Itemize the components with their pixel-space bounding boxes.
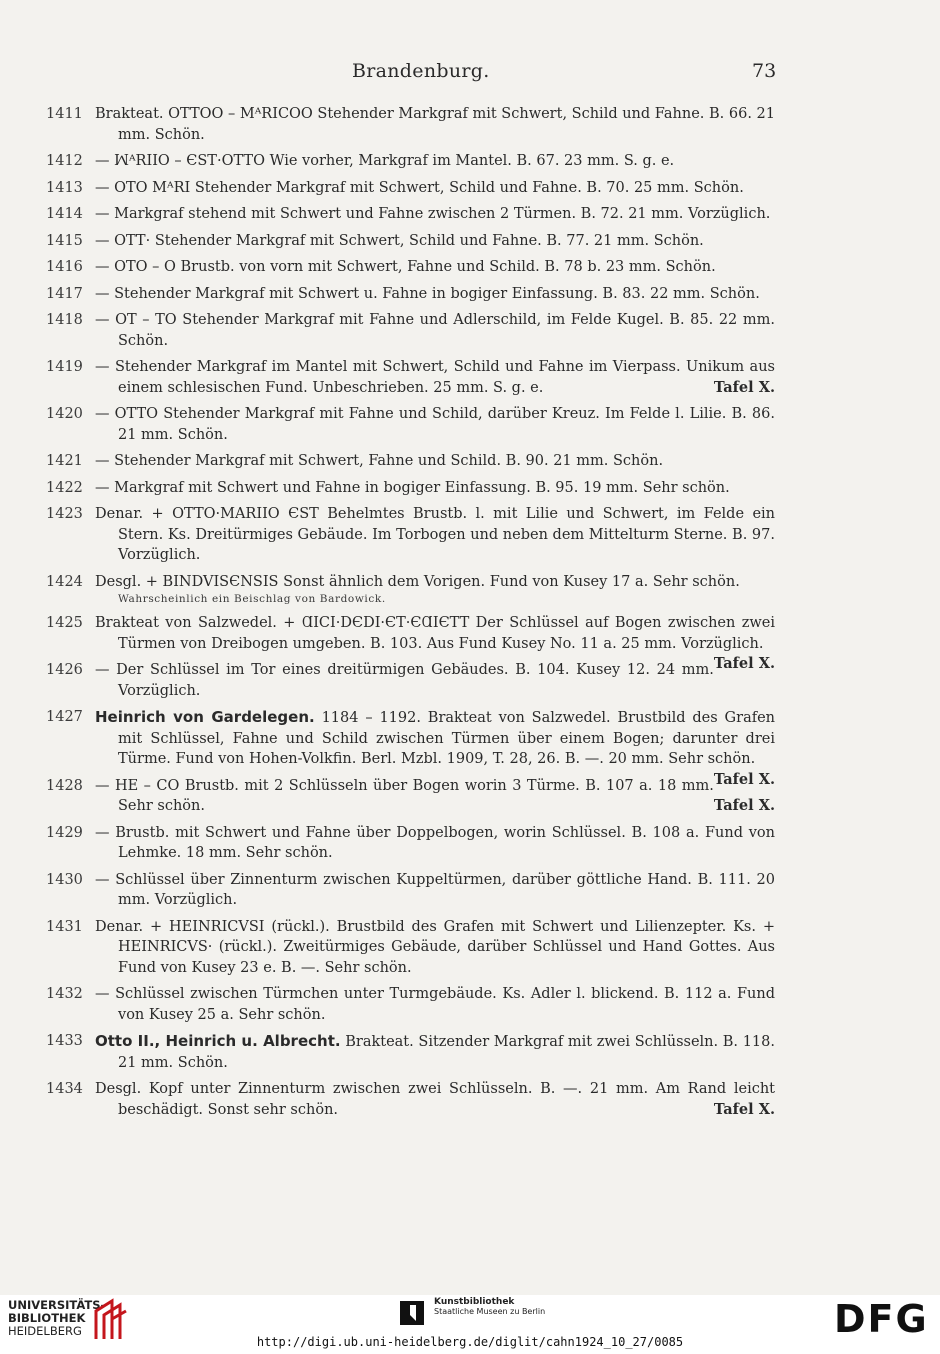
entry-text	[95, 284, 775, 305]
entry-description: — Schlüssel über Zinnenturm zwischen Kuppeltürmen, darüber göttliche Hand. B. 111. 20 mm. Vorzüglich.	[95, 871, 775, 908]
catalog-entry	[0, 776, 940, 817]
entry-number: 1432	[46, 986, 83, 1002]
entry-number: 1412	[46, 153, 83, 169]
entry-number: 1411	[46, 106, 83, 122]
entry-number: 1418	[46, 312, 83, 328]
ub-logo-line3: HEIDELBERG	[8, 1324, 82, 1338]
entry-number: 1424	[46, 573, 83, 590]
plate-reference: Tafel X.	[713, 655, 775, 672]
entry-description: — OT – TO Stehender Markgraf mit Fahne und Adlerschild, im Felde Kugel. B. 85. 22 mm. Schön.	[95, 312, 775, 349]
page-number: 73	[752, 60, 777, 82]
catalog-entry	[0, 1031, 940, 1073]
entry-text	[95, 660, 775, 701]
entry-description: — HE – CO Brustb. mit 2 Schlüsseln über Bogen worin 3 Türme. B. 107 a. 18 mm. Sehr schön.	[95, 777, 714, 814]
entry-description: — Stehender Markgraf mit Schwert, Fahne und Schild. B. 90. 21 mm. Schön.	[95, 453, 664, 469]
entry-number: 1431	[46, 918, 83, 935]
entry-number: 1423	[46, 506, 83, 522]
entry-number: 1417	[46, 285, 83, 302]
kunstbibliothek-text	[434, 1297, 604, 1317]
catalog-entry	[0, 660, 940, 701]
entry-text	[95, 310, 775, 351]
entry-number: 1426	[46, 662, 83, 678]
entry-number: 1434	[46, 1081, 83, 1097]
entry-description: — Stehender Markgraf im Mantel mit Schwert, Schild und Fahne im Vierpass. Unikum aus einem schlesischen Fund. Unbeschrieben. 25 mm. S. g. e.	[95, 359, 775, 396]
entry-number: 1414	[46, 206, 83, 222]
entry-note: Wahrscheinlich ein Beischlag von Bardowick.	[118, 593, 386, 605]
entry-number: 1433	[46, 1033, 83, 1049]
entry-description: 1184 – 1192. Brakteat von Salzwedel. Brustbild des Grafen mit Schlüssel, Fahne und Schild zwischen Türmen über einem Bogen; darunter drei Türme. Fund von Hohen-Volkfin. Berl. Mzbl. 1909, T. 28, 26. B. —. 20 mm. Sehr schön.	[118, 710, 775, 767]
entry-description: — OTO MᴬRI Stehender Markgraf mit Schwert, Schild und Fahne. B. 70. 25 mm. Schön.	[95, 179, 744, 196]
catalog-entry	[0, 572, 940, 608]
entry-description: Brakteat. OTTOO – MᴬRICOO Stehender Markgraf mit Schwert, Schild und Fahne. B. 66. 21 mm. Schön.	[95, 106, 775, 143]
entry-number: 1429	[46, 824, 83, 841]
entry-text	[95, 776, 775, 817]
entry-number: 1427	[46, 709, 83, 725]
catalog-entry	[0, 357, 940, 398]
entry-text	[95, 1079, 775, 1120]
ub-heidelberg-logo[interactable]	[8, 1299, 105, 1338]
entry-description: Brakteat. Sitzender Markgraf mit zwei Schlüsseln. B. 118. 21 mm. Schön.	[118, 1034, 775, 1071]
plate-reference: Tafel X.	[713, 378, 775, 396]
catalog-entry	[0, 310, 940, 351]
entry-description: — Markgraf stehend mit Schwert und Fahne zwischen 2 Türmen. B. 72. 21 mm. Vorzüglich.	[95, 206, 771, 222]
ub-logo-line1: UNIVERSITÄTS-	[8, 1298, 106, 1312]
ub-logo-line2: BIBLIOTHEK	[8, 1311, 86, 1325]
catalog-entry	[0, 984, 940, 1025]
entry-number: 1413	[46, 179, 83, 196]
entry-description: — ꟽᴬRIIO – ЄST·OTTO Wie vorher, Markgraf im Mantel. B. 67. 23 mm. S. g. e.	[95, 153, 675, 169]
entry-text	[95, 257, 775, 278]
footer-bar	[0, 1295, 940, 1354]
entry-description: Desgl. + BINDVISЄNSIS Sonst ähnlich dem Vorigen. Fund von Kusey 17 a. Sehr schön.	[95, 573, 740, 590]
entry-description: — Der Schlüssel im Tor eines dreitürmigen Gebäudes. B. 104. Kusey 12. 24 mm. Vorzüglich.	[95, 662, 714, 699]
entry-number: 1422	[46, 479, 83, 496]
entry-number: 1430	[46, 871, 83, 888]
entry-description: — OTT· Stehender Markgraf mit Schwert, Schild und Fahne. B. 77. 21 mm. Schön.	[95, 232, 704, 249]
page-title: Brandenburg.	[352, 60, 490, 82]
catalog-entry	[0, 204, 940, 225]
plate-reference: Tafel X.	[713, 770, 775, 788]
permalink-url[interactable]: http://digi.ub.uni-heidelberg.de/diglit/cahn1924_10_27/0085	[256, 1335, 684, 1349]
entry-text	[95, 178, 775, 199]
entry-text	[95, 1031, 775, 1073]
catalog-entry	[0, 104, 940, 145]
catalog-entry	[0, 451, 940, 472]
catalog-entry	[0, 917, 940, 979]
entry-text	[95, 151, 775, 172]
catalog-entry	[0, 404, 940, 445]
entry-description: — Stehender Markgraf mit Schwert u. Fahne in bogiger Einfassung. B. 83. 22 mm. Schön.	[95, 285, 760, 302]
entry-text	[95, 870, 775, 911]
kunstbibliothek-mark-icon	[400, 1301, 424, 1325]
entry-text	[95, 104, 775, 145]
entry-number: 1421	[46, 453, 83, 469]
entry-number: 1428	[46, 777, 83, 794]
catalog-entry	[0, 478, 940, 499]
entry-number: 1416	[46, 259, 83, 275]
catalog-entry	[0, 1079, 940, 1120]
entry-text	[95, 404, 775, 445]
catalog-entry	[0, 231, 940, 252]
entry-number: 1425	[46, 615, 83, 631]
entry-text	[95, 231, 775, 252]
entry-text	[95, 984, 775, 1025]
plate-reference: Tafel X.	[713, 1100, 775, 1118]
dfg-logo[interactable]: DFG	[834, 1297, 929, 1341]
entry-description: Brakteat von Salzwedel. + ⱭIⅭI·DЄDI·ЄT·ЄⱭIЄTT Der Schlüssel auf Bogen zwischen zwei Türmen von Dreibogen umgeben. B. 103. Aus Fund Kusey No. 11 a. 25 mm. Vorzüglich.	[95, 615, 775, 652]
entry-description: — OTO – O Brustb. von vorn mit Schwert, Fahne und Schild. B. 78 b. 23 mm. Schön.	[95, 259, 716, 275]
kb-line1: Kunstbibliothek	[434, 1297, 515, 1307]
entry-text	[95, 823, 775, 864]
entry-description: Denar. + OTTO·MARIIO ЄST Behelmtes Brustb. l. mit Lilie und Schwert, im Felde ein Stern. Ks. Dreitürmiges Gebäude. Im Torbogen und neben dem Mittelturm Sterne. B. 97. Vorzüglich.	[95, 506, 775, 563]
entry-description: — Schlüssel zwischen Türmchen unter Turmgebäude. Ks. Adler l. blickend. B. 112 a. Fund von Kusey 25 a. Sehr schön.	[95, 986, 775, 1023]
kb-line2: Staatliche Museen zu Berlin	[434, 1307, 546, 1316]
page-header	[0, 60, 940, 86]
catalog-entry	[0, 284, 940, 305]
entry-text	[95, 707, 775, 788]
entry-heading: Heinrich von Gardelegen.	[95, 708, 315, 726]
catalog-entry	[0, 178, 940, 199]
entry-text	[95, 357, 775, 398]
catalog-entry	[0, 504, 940, 566]
entry-text	[95, 451, 775, 472]
catalog-entry	[0, 823, 940, 864]
entry-text	[95, 572, 775, 593]
entry-description: Desgl. Kopf unter Zinnenturm zwischen zwei Schlüsseln. B. —. 21 mm. Am Rand leicht beschädigt. Sonst sehr schön.	[95, 1081, 775, 1118]
entry-description: — OTTO Stehender Markgraf mit Fahne und Schild, darüber Kreuz. Im Felde l. Lilie. B. 86. 21 mm. Schön.	[95, 406, 775, 443]
entry-heading: Otto II., Heinrich u. Albrecht.	[95, 1032, 341, 1050]
entry-text	[95, 613, 775, 672]
catalog-entry	[0, 257, 940, 278]
entry-description: Denar. + HEINRICVSI (rückl.). Brustbild des Grafen mit Schwert und Lilienzepter. Ks. + HEINRICVS· (rückl.). Zweitürmiges Gebäude, darüber Schlüssel und Hand Gottes. Aus Fund von Kusey 23 e. B. —. Sehr schön.	[95, 918, 775, 976]
plate-reference: Tafel X.	[713, 797, 775, 814]
catalog-entry	[0, 151, 940, 172]
entry-description: — Brustb. mit Schwert und Fahne über Doppelbogen, worin Schlüssel. B. 108 a. Fund von Lehmke. 18 mm. Sehr schön.	[95, 824, 775, 861]
catalog-entry	[0, 870, 940, 911]
entry-number: 1415	[46, 232, 83, 249]
entry-text	[95, 478, 775, 499]
entry-description: — Markgraf mit Schwert und Fahne in bogiger Einfassung. B. 95. 19 mm. Sehr schön.	[95, 479, 730, 496]
catalog-entries	[0, 104, 940, 1126]
entry-number: 1420	[46, 406, 83, 422]
entry-text	[95, 204, 775, 225]
entry-text	[95, 504, 775, 566]
entry-text	[95, 917, 775, 979]
entry-number: 1419	[46, 359, 83, 375]
